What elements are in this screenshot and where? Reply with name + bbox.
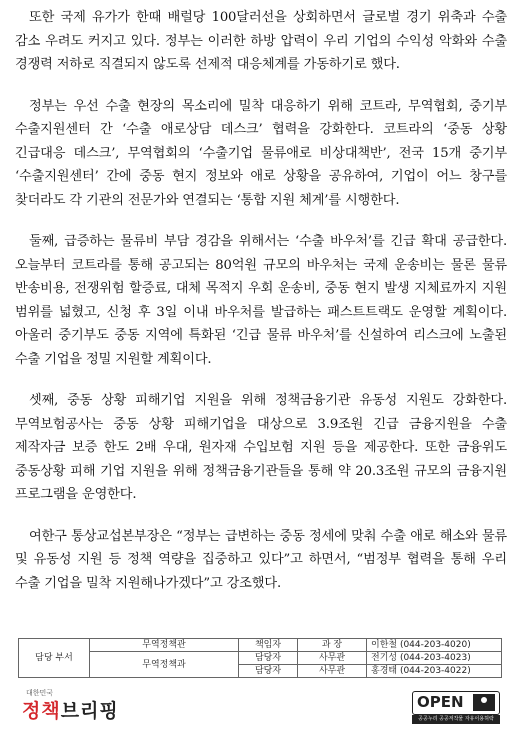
- name-phone-cell: 전기성 (044-203-4023): [367, 652, 502, 665]
- role-cell: 담당자: [239, 665, 298, 678]
- division-name: 무역정책과: [90, 652, 239, 678]
- brand-country-label: 대한민국: [26, 689, 54, 697]
- role-cell: 담당자: [239, 652, 298, 665]
- policy-briefing-logo: [22, 688, 132, 738]
- contact-row: [19, 652, 502, 665]
- paragraph-quote: 여한구 통상교섭본부장은 “정부는 급변하는 중동 정세에 맞춰 수출 애로 해소와 물류 및 유동성 지원 등 정책 역량을 집중하고 있다”고 하면서, “범정부 협력을 통해 우리 수출 기업을 밀착 지원해나가겠다”고 강조했다.: [15, 528, 507, 591]
- name-phone-cell: 홍경태 (044-203-4022): [367, 665, 502, 678]
- rank-cell: 사무관: [298, 652, 367, 665]
- brand-wordmark-part: 브리핑: [60, 700, 119, 722]
- rank-cell: 사무관: [298, 665, 367, 678]
- open-label: OPEN: [417, 693, 464, 711]
- open-license-box: [412, 691, 500, 715]
- paragraph-oil-price: 또한 국제 유가가 한때 배럴당 100달러선을 상회하면서 글로벌 경기 위축과 수출 감소 우려도 커지고 있다. 정부는 이러한 하방 압력이 우리 기업의 수익성 악화와 수출 경쟁력 저하로 직결되지 않도록 선제적 대응체계를 가동하기로 했다.: [15, 10, 507, 72]
- license-caption: 공공누리 공공저작물 자유이용허락: [412, 715, 500, 724]
- attribution-person-icon: [473, 694, 495, 711]
- name-phone-cell: 이한철 (044-203-4020): [367, 639, 502, 652]
- paragraph-export-voucher: 둘째, 급증하는 물류비 부담 경감을 위해서는 ‘수출 바우처’를 긴급 확대 공급한다. 오늘부터 코트라를 통해 공고되는 80억원 규모의 바우처는 국제 운송비는 물론 물류 반송비용, 전쟁위험 할증료, 대체 목적지 우회 운송비, 중동 현지 발생 지체료까지 지원 범위를 넓혔고, 신청 후 3일 이내 바우처를 발급하는 패스트트랙도 운영할 계획이다. 아울러 중기부도 중동 지역에 특화된 ‘긴급 물류 바우처’를 신설하여 리스크에 노출된 수출 기업을 정밀 지원할 계획이다.: [15, 234, 507, 367]
- paragraph-support-desk: 정부는 우선 수출 현장의 목소리에 밀착 대응하기 위해 코트라, 무역협회, 중기부 수출지원센터 간 ‘수출 애로상담 데스크’ 협력을 강화한다. 코트라의 ‘중동 상황 긴급대응 데스크’, 무역협회의 ‘수출기업 물류애로 비상대책반’, 전국 15개 중기부 ‘수출지원센터’ 간에 중동 현지 정보와 애로 상황을 공유하여, 기업이 어느 창구를 찾더라도 각 기관의 전문가와 연결되는 ‘통합 지원 체계’를 시행한다.: [15, 98, 507, 208]
- contact-row: [19, 639, 502, 652]
- rank-cell: 과 장: [298, 639, 367, 652]
- paragraph-liquidity-support: 셋째, 중동 상황 피해기업 지원을 위해 정책금융기관 유동성 지원도 강화한다. 무역보험공사는 중동 상황 피해기업을 대상으로 3.9조원 긴급 금융지원을 수출 제작자금 보증 한도 2배 우대, 원자재 수입보험 지원 등을 제공한다. 또한 금융위도 중동상황 피해 기업 지원을 위해 정책금융기관들을 통해 약 20.3조원 규모의 금융지원 프로그램을 운영한다.: [15, 393, 507, 502]
- brand-wordmark-part: 정책: [22, 700, 61, 722]
- office-name: 무역정책관: [90, 639, 239, 652]
- role-cell: 책임자: [239, 639, 298, 652]
- open-license-badge: [412, 691, 498, 725]
- press-release-body: [15, 6, 507, 613]
- contact-table: [18, 638, 502, 678]
- dept-label: 담당 부서: [19, 639, 90, 678]
- brand-wordmark: [22, 696, 119, 723]
